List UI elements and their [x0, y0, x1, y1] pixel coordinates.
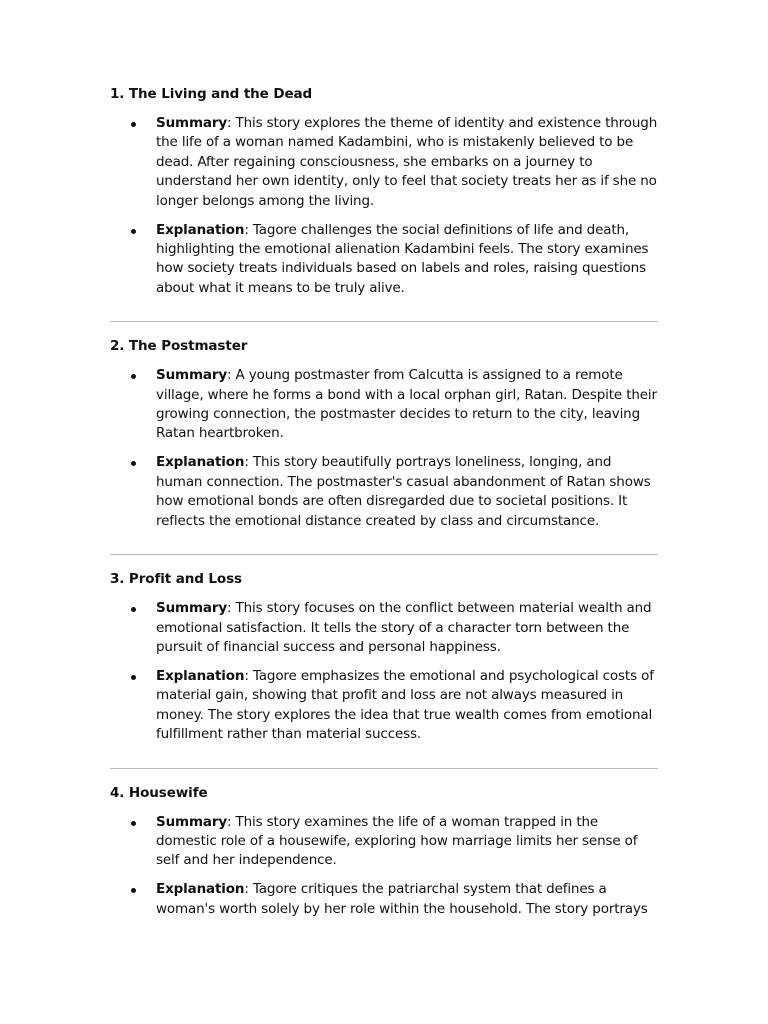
section-bullet-list [110, 599, 658, 744]
section-title: 4. Housewife [110, 784, 208, 801]
summary-item [110, 599, 658, 657]
summary-text: : This story focuses on the conflict between material wealth and emotional satisfaction. It tells the story of a character torn between the pursuit of financial success and personal happiness. [156, 600, 652, 655]
bullet-icon [131, 821, 136, 826]
explanation-label: Explanation [156, 454, 245, 471]
summary-text: : This story explores the theme of identity and existence through the life of a woman named Kadambini, who is mistakenly believed to be dead. After regaining consciousness, she embarks on a journey to understand her own identity, only to feel that society treats her as if she no longer belongs among the living. [156, 115, 658, 209]
explanation-text: : This story beautifully portrays loneliness, longing, and human connection. The postmaster's casual abandonment of Ratan shows how emotional bonds are often disregarded due to societal positions. It reflects the emotional distance created by class and circumstance. [156, 454, 651, 529]
explanation-label: Explanation [156, 881, 245, 898]
section-title: 1. The Living and the Dead [110, 86, 313, 102]
explanation-item [110, 453, 658, 531]
summary-label: Summary [156, 115, 227, 131]
explanation-item [110, 880, 658, 919]
summary-text: : This story examines the life of a woman trapped in the domestic role of a housewife, exploring how marriage limits her sense of self and her independence. [156, 813, 638, 869]
section-title: 3. Profit and Loss [110, 571, 242, 588]
bullet-icon [131, 461, 136, 466]
explanation-text: : Tagore critiques the patriarchal system that defines a woman's worth solely by her role within the household. The story portrays [156, 881, 648, 917]
explanation-item [110, 667, 658, 745]
explanation-item [110, 221, 658, 299]
section-bullet-list [110, 366, 658, 531]
bullet-icon [131, 122, 136, 127]
section-divider [110, 554, 658, 555]
bullet-icon [131, 229, 136, 234]
explanation-label: Explanation [156, 667, 245, 684]
section-divider [110, 768, 658, 769]
summary-label: Summary [156, 367, 227, 384]
summary-label: Summary [156, 813, 227, 830]
document-page [110, 85, 658, 919]
explanation-text: : Tagore emphasizes the emotional and psychological costs of material gain, showing that profit and loss are not always measured in money. The story explores the idea that true wealth comes from emotional fulfillment rather than material success. [156, 667, 654, 743]
bullet-icon [131, 607, 136, 612]
explanation-label: Explanation [156, 221, 245, 238]
section-divider [110, 321, 658, 322]
summary-item [110, 114, 658, 211]
bullet-icon [131, 888, 136, 893]
explanation-text: : Tagore challenges the social definitions of life and death, highlighting the emotional alienation Kadambini feels. The story examines how society treats individuals based on labels and roles, raising questions about what it means to be truly alive. [156, 221, 649, 296]
summary-text: : A young postmaster from Calcutta is assigned to a remote village, where he forms a bond with a local orphan girl, Ratan. Despite their growing connection, the postmaster decides to return to the city, leaving Ratan heartbroken. [156, 367, 657, 442]
summary-label: Summary [156, 600, 227, 617]
section-title: 2. The Postmaster [110, 338, 248, 355]
section-bullet-list [110, 813, 658, 920]
section-housewife [110, 784, 658, 920]
section-living-and-dead [110, 85, 658, 298]
section-postmaster [110, 337, 658, 531]
section-profit-and-loss [110, 570, 658, 744]
bullet-icon [131, 374, 136, 379]
bullet-icon [131, 675, 136, 680]
section-bullet-list [110, 114, 658, 298]
summary-item [110, 813, 658, 871]
summary-item [110, 366, 658, 444]
